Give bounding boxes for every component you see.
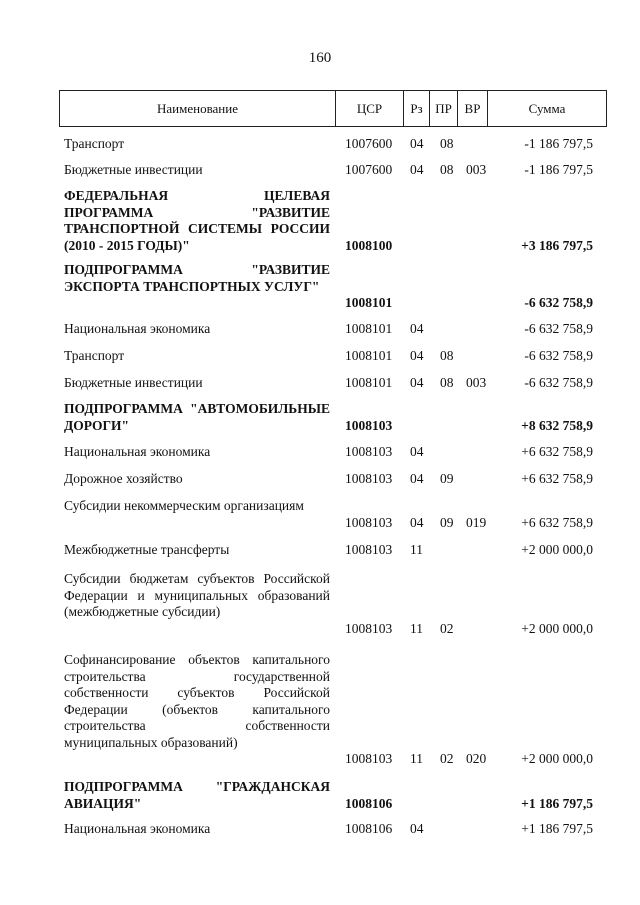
header-csr: ЦСР	[336, 91, 404, 126]
row-vr: 003	[466, 162, 487, 177]
row-csr: 1008106	[345, 821, 393, 836]
row-csr: 1008103	[345, 751, 393, 766]
row-csr: 1008103	[345, 417, 393, 433]
row-sum: +8 632 758,9	[521, 417, 593, 433]
row-sum: -1 186 797,5	[524, 162, 593, 177]
row-sum: -6 632 758,9	[524, 321, 593, 336]
row-name: ПОДПРОГРАММА "ГРАЖДАНСКАЯ АВИАЦИЯ"	[64, 779, 330, 811]
row-sum: +3 186 797,5	[521, 237, 593, 253]
row-pr: 02	[440, 751, 454, 766]
header-name: Наименование	[60, 91, 336, 126]
row-csr: 1008101	[345, 348, 393, 363]
header-rz: Рз	[404, 91, 430, 126]
row-name: Бюджетные инвестиции	[64, 375, 203, 390]
row-rz: 11	[410, 620, 423, 636]
row-rz: 04	[410, 821, 424, 836]
row-rz: 04	[410, 162, 424, 177]
row-rz: 04	[410, 348, 424, 363]
header-pr: ПР	[430, 91, 458, 126]
row-sum: -6 632 758,9	[524, 348, 593, 363]
row-rz: 04	[410, 444, 424, 459]
row-sum: +2 000 000,0	[521, 542, 593, 557]
row-pr: 09	[440, 471, 454, 486]
row-rz: 04	[410, 514, 424, 530]
row-sum: +2 000 000,0	[521, 620, 593, 636]
row-sum: -6 632 758,9	[524, 375, 593, 390]
header-vr: ВР	[458, 91, 488, 126]
row-vr: 003	[466, 375, 487, 390]
page-number: 160	[308, 50, 332, 66]
row-sum: +1 186 797,5	[521, 795, 593, 811]
row-pr: 08	[440, 348, 454, 363]
row-name: Субсидии некоммерческим организациям	[64, 498, 304, 513]
row-rz: 04	[410, 471, 424, 486]
row-csr: 1008103	[345, 471, 393, 486]
row-name: Субсидии бюджетам субъектов Российской Федерации и муниципальных образований (межбюджетные субсидии)	[64, 571, 330, 619]
row-pr: 09	[440, 514, 454, 530]
row-rz: 11	[410, 751, 423, 766]
row-pr: 02	[440, 620, 454, 636]
row-sum: +2 000 000,0	[521, 751, 593, 766]
row-name: Софинансирование объектов капитального строительства государственной собственности субъектов Российской Федерации (объектов капитального строительства собственности муниципальных образований)	[64, 652, 330, 750]
row-csr: 1008106	[345, 795, 393, 811]
row-csr: 1008103	[345, 620, 393, 636]
row-vr: 019	[466, 514, 487, 530]
row-name: Транспорт	[64, 348, 125, 363]
row-sum: -6 632 758,9	[524, 295, 593, 310]
row-csr: 1008100	[345, 237, 393, 253]
row-name: Дорожное хозяйство	[64, 471, 183, 486]
row-name: Транспорт	[64, 136, 125, 151]
row-csr: 1007600	[345, 136, 393, 151]
row-csr: 1008101	[345, 295, 393, 310]
row-pr: 08	[440, 162, 454, 177]
row-rz: 04	[410, 321, 424, 336]
row-csr: 1007600	[345, 162, 393, 177]
row-name: ПОДПРОГРАММА "АВТОМОБИЛЬНЫЕ ДОРОГИ"	[64, 401, 330, 433]
row-name: ФЕДЕРАЛЬНАЯ ЦЕЛЕВАЯ ПРОГРАММА "РАЗВИТИЕ ТРАНСПОРТНОЙ СИСТЕМЫ РОССИИ (2010 - 2015 ГОДЫ)"	[64, 188, 330, 253]
row-pr: 08	[440, 375, 454, 390]
row-name: Национальная экономика	[64, 444, 211, 459]
row-name: Национальная экономика	[64, 321, 211, 336]
row-sum: +6 632 758,9	[521, 471, 593, 486]
row-csr: 1008103	[345, 514, 393, 530]
row-name: Бюджетные инвестиции	[64, 162, 203, 177]
table-header	[59, 90, 607, 127]
row-rz: 04	[410, 136, 424, 151]
row-sum: -1 186 797,5	[524, 136, 593, 151]
row-pr: 08	[440, 136, 454, 151]
row-rz: 11	[410, 542, 423, 557]
row-vr: 020	[466, 751, 487, 766]
row-name: ПОДПРОГРАММА "РАЗВИТИЕ ЭКСПОРТА ТРАНСПОРТНЫХ УСЛУГ"	[64, 262, 330, 294]
row-name: Национальная экономика	[64, 821, 211, 836]
row-csr: 1008103	[345, 444, 393, 459]
row-sum: +6 632 758,9	[521, 514, 593, 530]
row-sum: +1 186 797,5	[521, 821, 593, 836]
header-sum: Сумма	[528, 101, 566, 116]
row-csr: 1008101	[345, 321, 393, 336]
row-csr: 1008101	[345, 375, 393, 390]
row-name: Межбюджетные трансферты	[64, 542, 230, 557]
row-rz: 04	[410, 375, 424, 390]
row-csr: 1008103	[345, 542, 393, 557]
row-sum: +6 632 758,9	[521, 444, 593, 459]
